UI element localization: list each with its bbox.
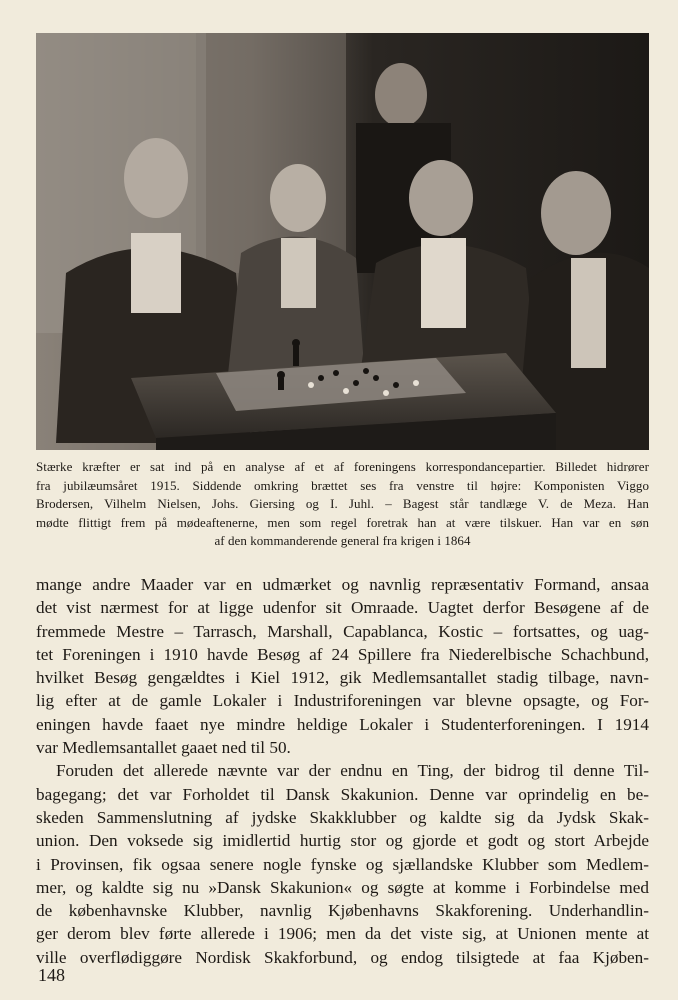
body-line: mange andre Maader var en udmærket og navnlig repræsentativ Formand, ansaa <box>36 575 649 594</box>
body-line: skeden Sammenslutning af jydske Skakklubber og kaldte sig da Jydsk Skak- <box>36 807 649 827</box>
body-line: ger derom blev førte allerede i 1906; men da det viste sig, at Unionen mente at <box>36 924 649 944</box>
body-line: ville overflødiggøre Nordisk Skakforbund, og endog tilsigtede at faa Kjøben- <box>36 947 649 967</box>
body-text <box>36 573 649 969</box>
body-line: det vist nærmest for at ligge udenfor sit Omraade. Uagtet derfor Besøgene af de <box>36 598 649 618</box>
caption-line: Brodersen, Vilhelm Nielsen, Johs. Giersing og I. Juhl. – Bagest står tandlæge V. de Meza. Han <box>36 496 649 512</box>
body-line: i Provinsen, fik ogsaa senere nogle fynske og sjællandske Klubber som Medlem- <box>36 854 649 874</box>
historical-chess-photo-icon <box>36 33 649 450</box>
body-line: union. Den voksede sig imidlertid hurtig stor og gjorde et godt og stort Arbejde <box>36 831 649 851</box>
body-line: bagegang; det var Forholdet til Dansk Skakunion. Denne var oprindelig en be- <box>36 784 649 804</box>
historical-photograph <box>36 33 649 450</box>
body-line: hvilket Besøg gengældtes i Kiel 1912, gik Medlemsantallet stadig tilbage, navn- <box>36 668 649 688</box>
body-line: eningen havde faaet nye mindre heldige Lokaler i Studenterforeningen. I 1914 <box>36 714 649 734</box>
caption-line: af den kommanderende general fra krigen i 1864 <box>214 533 471 549</box>
photo-caption <box>36 458 649 551</box>
caption-line: Stærke kræfter er sat ind på en analyse af et af foreningens korrespondancepartier. Billedet hidrører <box>36 459 649 474</box>
caption-line: mødte flittigt frem på mødeaftenerne, men som regel foretrak han at være tilskuer. Han var en søn <box>36 514 649 530</box>
body-line: Foruden det allerede nævnte var der endnu en Ting, der bidrog til denne Til- <box>56 761 649 781</box>
page-number: 148 <box>38 965 65 985</box>
body-line: tet Foreningen i 1910 havde Besøg af 24 Spillere fra Niederelbische Schachbund, <box>36 644 649 664</box>
body-line: de københavnske Klubber, navnlig Kjøbenhavns Skakforening. Underhandlin- <box>36 901 649 921</box>
body-line: var Medlemsantallet gaaet ned til 50. <box>36 738 291 758</box>
body-line: lig efter at de gamle Lokaler i Industriforeningen var blevne opsagte, og For- <box>36 691 649 711</box>
body-line: mer, og kaldte sig nu »Dansk Skakunion« og søgte at komme i Forbindelse med <box>36 877 649 897</box>
caption-line: fra jubilæumsåret 1915. Siddende omkring brættet ses fra venstre til højre: Komponisten Viggo <box>36 477 649 493</box>
body-line: fremmede Mestre – Tarrasch, Marshall, Capablanca, Kostic – fortsattes, og uag- <box>36 621 649 641</box>
